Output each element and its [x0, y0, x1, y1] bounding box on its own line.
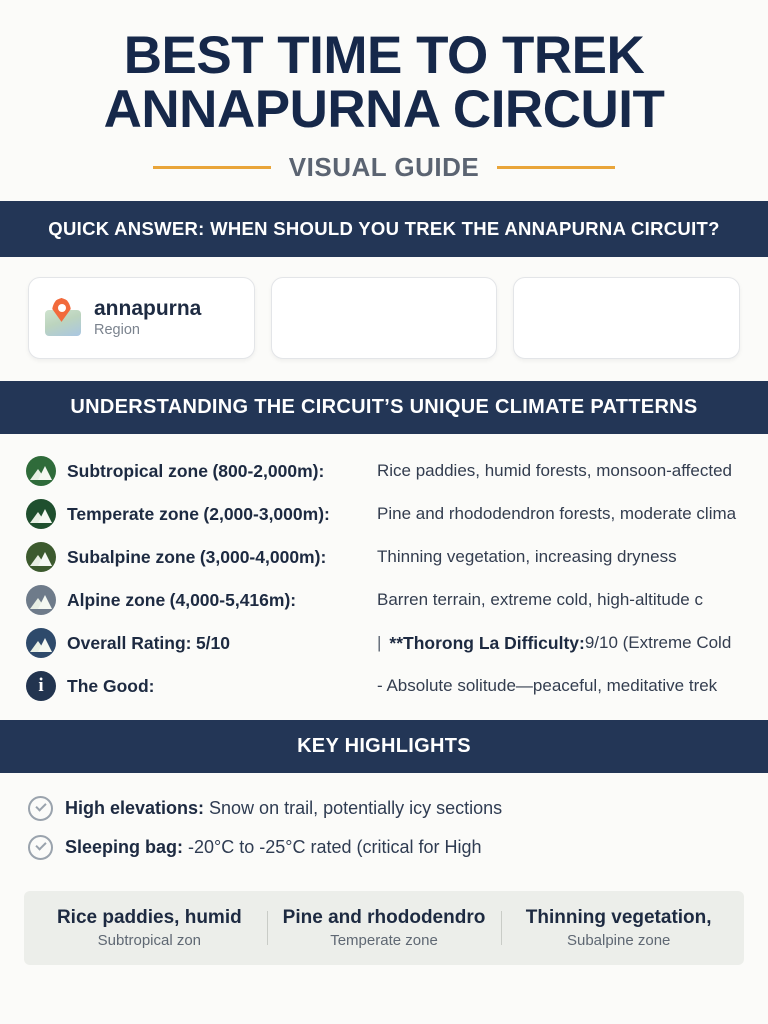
footer-stat	[32, 907, 267, 949]
mountain-olive-icon	[26, 542, 56, 572]
rating-value: 5/10	[195, 632, 230, 653]
rating-separator: |	[377, 633, 382, 653]
climate-row-label-cell	[67, 590, 377, 611]
page-title-line-2: ANNAPURNA CIRCUIT	[103, 79, 665, 139]
check-circle-icon	[28, 835, 53, 860]
climate-row-label-cell	[67, 547, 377, 568]
footer-stat-label: Temperate zone	[330, 931, 438, 949]
footer-stat-label: Subtropical zon	[97, 931, 202, 949]
rating-row	[26, 622, 742, 665]
climate-row	[26, 493, 742, 536]
rating-label-cell	[67, 633, 377, 654]
title-block	[0, 0, 768, 201]
highlight-item	[28, 828, 740, 867]
the-good-value: - Absolute solitude—peaceful, meditative trek	[377, 676, 718, 696]
mountain-snow-icon	[26, 585, 56, 615]
card-region-title: annapurna	[94, 297, 202, 321]
key-highlights-band: KEY HIGHLIGHTS	[0, 720, 768, 773]
forest-dark-green-icon	[26, 499, 56, 529]
rule-left	[153, 166, 271, 169]
quick-answer-band: QUICK ANSWER: WHEN SHOULD YOU TREK THE ANNAPURNA CIRCUIT?	[0, 201, 768, 257]
map-pin-icon	[43, 298, 83, 338]
climate-row-label-cell	[67, 461, 377, 482]
climate-list	[0, 434, 768, 720]
rating-label: Overall Rating:	[67, 632, 192, 653]
mountain-blue-icon	[26, 628, 56, 658]
climate-row-label: Alpine zone	[67, 589, 166, 610]
climate-row-label-cell	[67, 504, 377, 525]
highlight-label: High elevations:	[65, 797, 205, 818]
card-empty-2[interactable]	[513, 277, 740, 359]
the-good-row	[26, 665, 742, 708]
climate-row-range: (3,000-4,000m):	[199, 546, 327, 567]
climate-row-range: (800-2,000m):	[212, 460, 325, 481]
highlight-item	[28, 789, 740, 828]
difficulty-label: **Thorong La Difficulty:	[389, 632, 585, 653]
climate-row-value: Pine and rhododendron forests, moderate clima	[377, 504, 737, 524]
climate-row-label: Subalpine zone	[67, 546, 196, 567]
climate-row-label: Temperate zone	[67, 503, 199, 524]
card-region-subtitle: Region	[94, 322, 140, 339]
footer-stat-value: Pine and rhododendro	[282, 906, 486, 928]
card-region-text	[94, 297, 201, 338]
key-highlights-list	[0, 773, 768, 881]
rule-right	[497, 166, 615, 169]
footer-stat-label: Subalpine zone	[566, 931, 671, 949]
quick-answer-cards	[0, 257, 768, 381]
climate-row-label: Subtropical zone	[67, 460, 208, 481]
highlight-detail: -20°C to -25°C rated (critical for High	[183, 836, 482, 857]
climate-row-value: Rice paddies, humid forests, monsoon-affected	[377, 461, 732, 481]
climate-row	[26, 579, 742, 622]
climate-row-value: Barren terrain, extreme cold, high-altitude c	[377, 590, 703, 610]
the-good-label: The Good:	[67, 675, 155, 696]
highlight-text	[65, 837, 482, 858]
highlight-label: Sleeping bag:	[65, 836, 184, 857]
climate-row-range: (2,000-3,000m):	[203, 503, 330, 524]
climate-row	[26, 450, 742, 493]
subtitle-row	[24, 152, 744, 183]
footer-stat	[267, 907, 502, 949]
climate-row-range: (4,000-5,416m):	[169, 589, 297, 610]
mountain-green-icon	[26, 456, 56, 486]
footer-stat-value: Thinning vegetation,	[525, 906, 712, 928]
footer-stats	[24, 891, 744, 965]
card-empty-1[interactable]	[271, 277, 498, 359]
page-title-line-1: BEST TIME TO TREK	[123, 26, 645, 85]
highlight-detail: Snow on trail, potentially icy sections	[204, 797, 503, 818]
info-icon: i	[26, 671, 56, 701]
page-subtitle: VISUAL GUIDE	[288, 151, 480, 182]
climate-row	[26, 536, 742, 579]
footer-stat-value: Rice paddies, humid	[56, 906, 242, 928]
footer-stat	[501, 907, 736, 949]
card-region[interactable]	[28, 277, 255, 359]
climate-row-value: Thinning vegetation, increasing dryness	[377, 547, 677, 567]
highlight-text	[65, 798, 502, 819]
check-circle-icon	[28, 796, 53, 821]
difficulty-value: 9/10 (Extreme Cold	[584, 633, 732, 653]
the-good-label-cell	[67, 676, 377, 697]
climate-band: UNDERSTANDING THE CIRCUIT’S UNIQUE CLIMATE PATTERNS	[0, 381, 768, 434]
